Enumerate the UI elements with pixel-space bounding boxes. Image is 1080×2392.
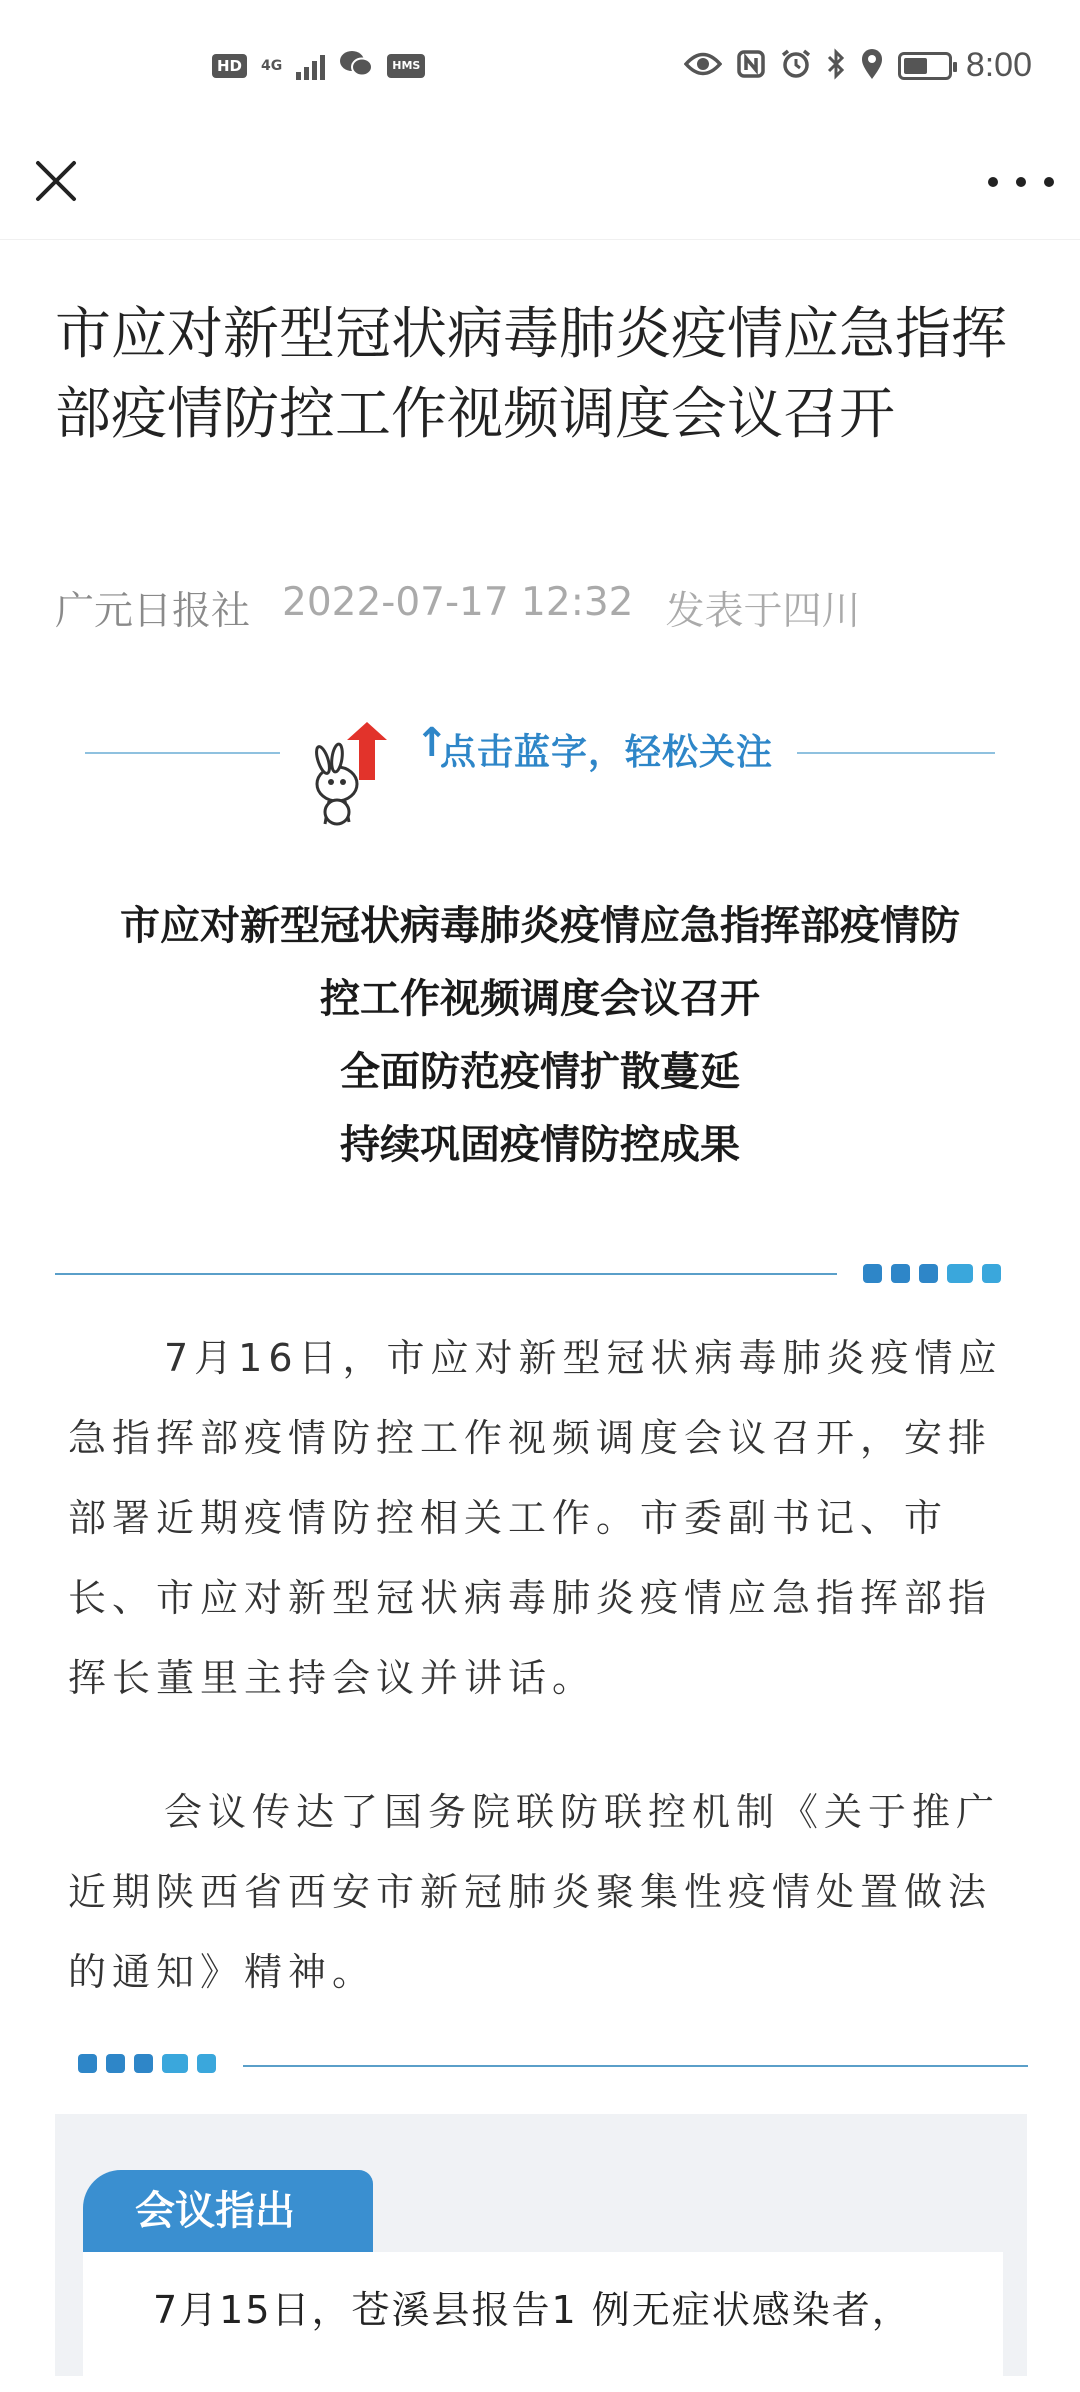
signal-icon (296, 52, 325, 80)
battery-level (904, 58, 927, 74)
status-bar (0, 0, 1080, 135)
banner-line-left (85, 752, 280, 754)
more-button[interactable] (988, 157, 1054, 207)
headline-line: 持续巩固疫情防控成果 (340, 1122, 740, 1168)
divider-line (55, 1273, 837, 1275)
more-icon-dot (1016, 177, 1026, 187)
banner-line-right (797, 752, 995, 754)
headline-line: 控工作视频调度会议召开 (320, 976, 760, 1022)
article-title: 市应对新型冠状病毒肺炎疫情应急指挥部疫情防控工作视频调度会议召开 (55, 302, 1007, 447)
hd-badge: HD (212, 54, 247, 78)
battery-icon (898, 52, 952, 80)
notice-tab: 会议指出 (83, 2170, 373, 2252)
follow-prompt[interactable]: 点击蓝字，轻松关注 (440, 732, 774, 773)
body-paragraph: 7月16日，市应对新型冠状病毒肺炎疫情应急指挥部疫情防控工作视频调度会议召开，安排部署近期疫情防控相关工作。市委副书记、市长、市应对新型冠状病毒肺炎疫情应急指挥部指挥长董里主持会议并讲话。 (68, 1336, 1003, 1700)
headline-line: 市应对新型冠状病毒肺炎疫情应急指挥部疫情防 (120, 903, 960, 949)
publish-datetime: 2022-07-17 12:32 (282, 580, 634, 625)
banner-arrow: ↑ (415, 720, 449, 766)
wechat-icon (339, 50, 373, 82)
more-icon-dot (988, 177, 998, 187)
headline-line: 全面防范疫情扩散蔓延 (340, 1049, 740, 1095)
nfc-icon (736, 49, 766, 83)
headline-block (60, 890, 1020, 1182)
bluetooth-icon (826, 48, 846, 84)
divider-dots (863, 1264, 1001, 1283)
close-icon (28, 153, 84, 209)
status-right (684, 46, 1032, 85)
follow-banner[interactable] (85, 720, 995, 840)
divider-line (243, 2065, 1028, 2067)
eye-icon (684, 51, 722, 81)
clock: 8:00 (965, 46, 1032, 84)
network-type: 4G (261, 57, 283, 74)
more-icon-dot (1044, 177, 1054, 187)
nav-bar (0, 135, 1080, 240)
article-source-link[interactable]: 广元日报社 (55, 589, 251, 634)
notice-section (55, 2114, 1027, 2376)
section-divider (78, 2052, 1028, 2078)
publish-location: 发表于四川 (665, 589, 861, 634)
rabbit-mascot-icon (307, 722, 397, 832)
location-icon (860, 48, 884, 84)
body-paragraph: 会议传达了国务院联防联控机制《关于推广近期陕西省西安市新冠肺炎聚集性疫情处置做法的通知》精神。 (68, 1790, 1001, 1994)
notice-text: 7月15日，苍溪县报告1 例无症状感染者， (153, 2288, 912, 2332)
alarm-icon (780, 48, 812, 84)
divider-dots (78, 2054, 216, 2073)
notice-card (83, 2252, 1003, 2392)
status-left (212, 50, 425, 82)
close-button[interactable] (28, 153, 84, 209)
section-divider (55, 1262, 1027, 1288)
article-meta (55, 580, 860, 636)
hms-badge: HMS (387, 54, 425, 78)
